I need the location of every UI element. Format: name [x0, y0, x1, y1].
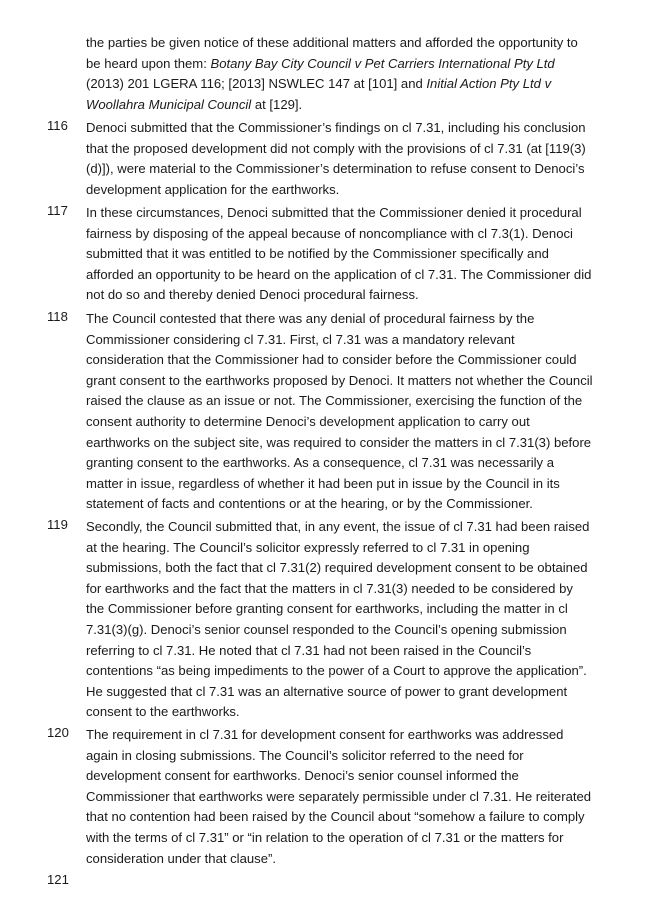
text-run: at the hearing. The Council’s solicitor expressly referred to cl 7.31 in opening	[86, 539, 530, 555]
text-line	[86, 54, 608, 75]
text-line	[86, 285, 608, 306]
text-run: development application for the earthworks.	[86, 181, 340, 197]
text-run: He suggested that cl 7.31 was an alternative source of power to grant development	[86, 683, 568, 699]
text-line	[86, 661, 608, 682]
text-run: Commissioner that earthworks were separately permissible under cl 7.31. He reiterated	[86, 788, 592, 804]
text-run: statement of facts and contentions or at the hearing, or by the Commissioner.	[86, 496, 533, 512]
paragraph-number: 120	[47, 725, 69, 740]
text-line	[86, 33, 608, 54]
text-line	[86, 807, 608, 828]
text-run: referring to cl 7.31. He noted that cl 7.31 had not been raised in the Council’s	[86, 642, 532, 658]
text-run: that no contention had been raised by the Council about “somehow a failure to comply	[86, 809, 585, 825]
text-line	[86, 494, 608, 515]
text-line	[86, 766, 608, 787]
text-line	[86, 265, 608, 286]
text-run: for earthworks and the fact that the matters in cl 7.31(3) needed to be considered by	[86, 580, 573, 596]
text-run: The Council contested that there was any denial of procedural fairness by the	[86, 311, 535, 326]
paragraph-number: 117	[47, 203, 68, 218]
text-run: be heard upon them:	[86, 55, 211, 71]
text-run: that the proposed development did not comply with the provisions of cl 7.31 (at [119(3)	[86, 140, 586, 156]
text-line	[86, 849, 608, 870]
text-line	[86, 558, 608, 579]
text-line	[86, 579, 608, 600]
text-line	[86, 391, 608, 412]
paragraph-text	[86, 118, 608, 200]
text-run: matter in issue, regardless of whether it had been put in issue by the Council in its	[86, 475, 560, 491]
paragraph-number: 118	[47, 309, 68, 324]
text-line	[86, 139, 608, 160]
text-line	[86, 244, 608, 265]
text-run: fairness by disposing of the appeal because of noncompliance with cl 7.3(1). Denoci	[86, 225, 573, 241]
text-run: again in closing submissions. The Council’s solicitor referred to the need for	[86, 747, 524, 763]
text-line	[86, 412, 608, 433]
paragraph-text	[86, 517, 608, 723]
text-run: the parties be given notice of these additional matters and afforded the opportunity to	[86, 35, 578, 50]
text-run: (d)]), were material to the Commissioner’s determination to refuse consent to Denoci’s	[86, 161, 585, 177]
case-citation: Botany Bay City Council v Pet Carriers International Pty Ltd	[210, 55, 555, 71]
text-line	[86, 309, 608, 330]
text-line	[86, 330, 608, 351]
paragraph-text	[86, 203, 608, 306]
text-line	[86, 538, 608, 559]
text-line	[86, 641, 608, 662]
text-run: not do so and thereby denied Denoci procedural fairness.	[86, 287, 419, 303]
text-line	[86, 350, 608, 371]
text-run: the Commissioner before granting consent for earthworks, including the matter in cl	[86, 601, 568, 617]
paragraph-text	[86, 309, 608, 515]
text-run: 7.31(3)(g). Denoci’s senior counsel responded to the Council’s opening submission	[86, 621, 567, 637]
paragraph-number: 116	[47, 118, 68, 133]
text-run: raised the clause as an issue or not. The Commissioner, exercising the function of the	[86, 393, 583, 409]
text-run: (2013) 201 LGERA 116; [2013] NSWLEC 147 at [101] and	[86, 76, 427, 92]
text-line	[86, 74, 608, 95]
text-line	[86, 474, 608, 495]
text-run: The requirement in cl 7.31 for development consent for earthworks was addressed	[86, 727, 564, 742]
text-line	[86, 787, 608, 808]
text-run: submissions, both the fact that cl 7.31(2) required development consent to be obtained	[86, 560, 588, 576]
text-run: granting consent to the earthworks. As a consequence, cl 7.31 was necessarily a	[86, 455, 555, 471]
paragraph-number: 119	[47, 517, 68, 532]
text-line	[86, 620, 608, 641]
text-line	[86, 453, 608, 474]
text-line	[86, 371, 608, 392]
text-line	[86, 682, 608, 703]
text-run: Denoci submitted that the Commissioner’s findings on cl 7.31, including his conclusion	[86, 120, 586, 135]
text-line	[86, 95, 608, 116]
text-run: consent authority to determine Denoci’s development application to carry out	[86, 413, 530, 429]
text-run: afforded an opportunity to be heard on the application of cl 7.31. The Commissioner did	[86, 266, 592, 282]
case-citation: Woollahra Municipal Council	[86, 96, 252, 112]
text-run: with the terms of cl 7.31” or “in relation to the operation of cl 7.31 or the matters for	[86, 829, 564, 845]
text-run: submitted that it was entitled to be notified by the Commissioner specifically and	[86, 246, 549, 262]
text-run: grant consent to the earthworks proposed by Denoci. It matters not whether the Council	[86, 372, 593, 388]
text-line	[86, 433, 608, 454]
text-line	[86, 746, 608, 767]
text-run: consideration that the Commissioner had to consider before the Commissioner could	[86, 352, 577, 368]
text-line	[86, 828, 608, 849]
text-run: at [129].	[251, 96, 303, 112]
text-run: earthworks on the subject site, was required to consider the matters in cl 7.31(3) before	[86, 434, 592, 450]
text-run: development consent for earthworks. Denoci’s senior counsel informed the	[86, 768, 519, 784]
case-citation: Initial Action Pty Ltd v	[426, 76, 552, 92]
text-run: contentions “as being impediments to the power of a Court to approve the application”.	[86, 663, 587, 679]
text-run: consideration under that clause”.	[86, 850, 276, 866]
text-line	[86, 702, 608, 723]
text-line	[86, 725, 608, 746]
paragraph-text	[86, 725, 608, 869]
text-line	[86, 159, 608, 180]
text-line	[86, 517, 608, 538]
text-line	[86, 180, 608, 201]
text-line	[86, 118, 608, 139]
text-run: consent to the earthworks.	[86, 704, 240, 720]
text-line	[86, 224, 608, 245]
paragraph-text	[86, 33, 608, 115]
text-line	[86, 203, 608, 224]
paragraph-number: 121	[47, 872, 69, 887]
text-line	[86, 599, 608, 620]
text-run: In these circumstances, Denoci submitted that the Commissioner denied it procedural	[86, 205, 582, 220]
text-run: Secondly, the Council submitted that, in any event, the issue of cl 7.31 had been raised	[86, 519, 590, 534]
text-run: Commissioner considering cl 7.31. First, cl 7.31 was a mandatory relevant	[86, 331, 515, 347]
